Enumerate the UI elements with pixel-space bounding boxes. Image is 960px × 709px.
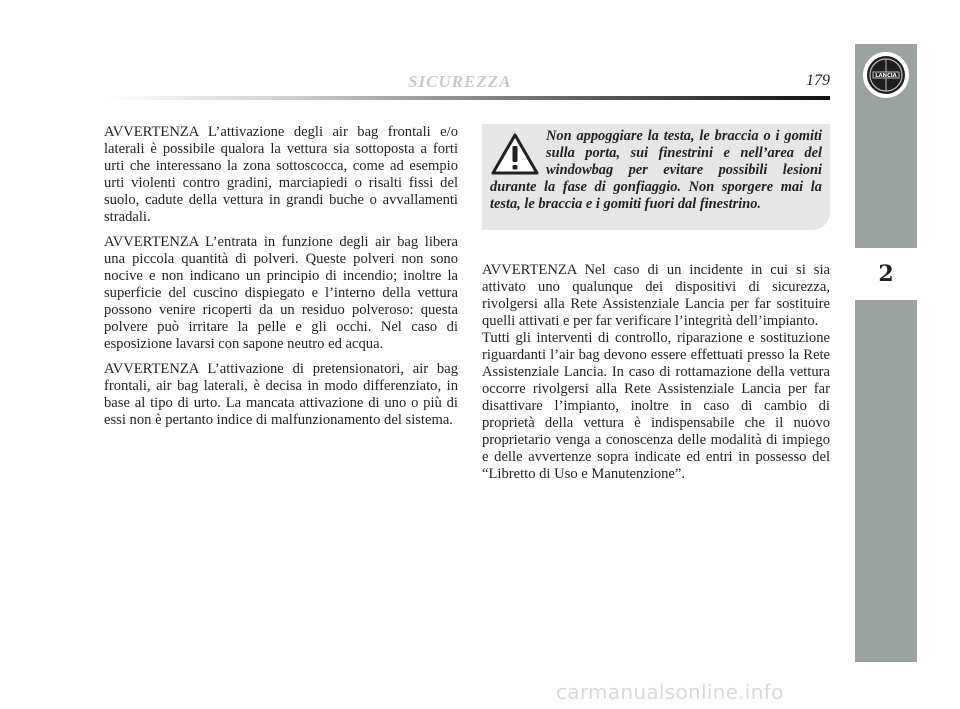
left-column bbox=[104, 124, 458, 437]
watermark: carmanualsonline.info bbox=[556, 680, 784, 704]
warning-triangle-icon bbox=[490, 132, 540, 176]
chapter-number: 2 bbox=[855, 248, 917, 300]
chapter-side-strip bbox=[855, 44, 917, 662]
header-rule bbox=[104, 96, 830, 100]
paragraph: AVVERTENZA Nel caso di un incidente in cui si sia attivato uno qualunque dei dispositivi di sicurezza, rivolgersi alla Rete Assistenziale Lancia per far sostituire quelli attivati e per far verificare l’integrità dell’impianto. bbox=[482, 262, 830, 329]
paragraph: AVVERTENZA L’entrata in funzione degli air bag libera una piccola quantità di polveri. Queste polveri non sono nocive e non indicano un principio di incendio; inoltre la superficie del cuscino dispiegato e l’interno della vettura possono venire ricoperti da un residuo polveroso: questa polvere può irritare la pelle e gli occhi. Nel caso di esposizione lavarsi con sapone neutro ed acqua. bbox=[104, 234, 458, 352]
warning-text: Non appoggiare la testa, le braccia o i gomiti sulla porta, sui finestrini e nell’area del windowbag per evitare possibili lesioni durante la fase di gonfiaggio. Non sporgere mai la testa, le braccia e i gomiti fuori dal finestrino. bbox=[490, 128, 822, 212]
page-number: 179 bbox=[806, 72, 830, 89]
paragraph: Tutti gli interventi di controllo, riparazione e sostituzione riguardanti l’air bag devono essere effettuati presso la Rete Assistenziale Lancia. In caso di rottamazione della vettura occorre rivolgersi alla Rete Assistenziale Lancia per far disattivare l’impianto, inoltre in caso di cambio di proprietà della vettura è indispensabile che il nuovo proprietario venga a conoscenza delle modalità di impiego e delle avvertenze sopra indicate ed entri in possesso del “Libretto di Uso e Manutenzione”. bbox=[482, 330, 830, 482]
page-header-title: SICUREZZA bbox=[408, 72, 512, 91]
paragraph: AVVERTENZA L’attivazione degli air bag frontali e/o laterali è possibile qualora la vettura sia sottoposta a forti urti che interessano la zona sottoscocca, come ad esempio urti violenti contro gradini, marciapiedi o risalti fissi del suolo, cadute della vettura in grandi buche o avvallamenti stradali. bbox=[104, 124, 458, 225]
lancia-logo-icon bbox=[861, 50, 911, 100]
right-column bbox=[482, 262, 830, 483]
warning-box bbox=[482, 124, 830, 230]
logo-tab bbox=[855, 44, 917, 106]
paragraph: AVVERTENZA L’attivazione di pretensionatori, air bag frontali, air bag laterali, è decisa in modo differenziato, in base al tipo di urto. La mancata attivazione di uno o più di essi non è pertanto indice di malfunzionamento del sistema. bbox=[104, 361, 458, 428]
logo-text: LANCIA bbox=[875, 73, 897, 79]
